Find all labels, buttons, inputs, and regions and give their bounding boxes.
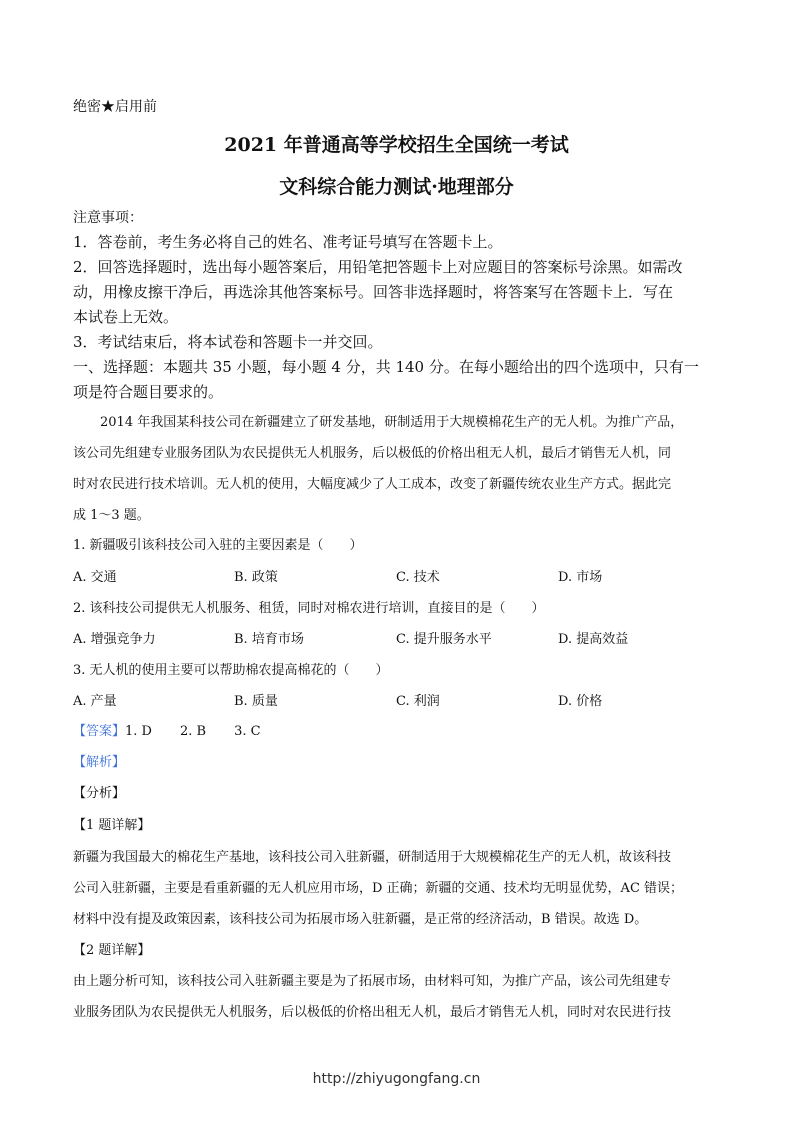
exam-subtitle: 文科综合能力测试·地理部分 (279, 176, 514, 198)
passage-line-3: 时对农民进行技术培训。无人机的使用，大幅度减少了人工成本，改变了新疆传统农业生产方式。据此完 (73, 477, 672, 492)
analysis-sub-heading: 【分析】 (73, 786, 126, 801)
answer-1: 1. D (125, 724, 152, 739)
section-heading-line-1: 一、选择题：本题共 35 小题，每小题 4 分，共 140 分。在每小题给出的四个选项中，只有一 (73, 358, 699, 376)
section-heading-line-2: 项是符合题目要求的。 (73, 383, 224, 401)
notice-item-1: 1．答卷前，考生务必将自己的姓名、准考证号填写在答题卡上。 (73, 233, 503, 251)
notice-heading: 注意事项： (73, 210, 143, 226)
question-2-option-d: D. 提高效益 (558, 632, 629, 647)
question-1-option-b: B. 政策 (234, 570, 278, 585)
answer-line (73, 720, 723, 739)
exam-title: 2021 年普通高等学校招生全国统一考试 (224, 134, 569, 156)
answer-tag: 【答案】 (73, 724, 126, 739)
question-3-option-a: A. 产量 (73, 694, 117, 709)
question-1-option-d: D. 市场 (558, 570, 603, 585)
secret-label: 绝密★启用前 (73, 99, 157, 115)
q2-detail-line-2: 业服务团队为农民提供无人机服务，后以极低的价格出租无人机，最后才销售无人机，同时对农民进行技 (73, 1005, 672, 1020)
question-3-option-d: D. 价格 (558, 694, 603, 709)
notice-item-2-line-3: 本试卷上无效。 (73, 308, 179, 326)
question-2-option-b: B. 培育市场 (234, 632, 304, 647)
passage-line-2: 该公司先组建专业服务团队为农民提供无人机服务，后以极低的价格出租无人机，最后才销售无人机，同 (73, 446, 672, 461)
question-1-option-c: C. 技术 (396, 570, 440, 585)
analysis-tag: 【解析】 (73, 755, 126, 770)
q2-detail-line-1: 由上题分析可知，该科技公司入驻新疆主要是为了拓展市场，由材料可知，为推广产品，该公司先组建专 (73, 974, 672, 989)
notice-item-2-line-1: 2．回答选择题时，选出每小题答案后，用铅笔把答题卡上对应题目的答案标号涂黑。如需改 (73, 258, 683, 276)
answer-3: 3. C (234, 724, 261, 739)
q1-detail-heading: 【1 题详解】 (73, 818, 151, 833)
q2-detail-heading: 【2 题详解】 (73, 943, 151, 958)
q1-detail-line-3: 材料中没有提及政策因素，该科技公司为拓展市场入驻新疆，是正常的经济活动，B 错误。故选 D。 (73, 912, 648, 927)
question-2-option-c: C. 提升服务水平 (396, 632, 492, 647)
question-1-option-a: A. 交通 (73, 570, 117, 585)
passage-line-1: 2014 年我国某科技公司在新疆建立了研发基地，研制适用于大规模棉花生产的无人机。为推广产品， (100, 415, 684, 430)
q1-detail-line-1: 新疆为我国最大的棉花生产基地，该科技公司入驻新疆，研制适用于大规模棉花生产的无人机，故该科技 (73, 850, 672, 865)
answer-2: 2. B (179, 724, 207, 739)
notice-item-2-line-2: 动，用橡皮擦干净后，再选涂其他答案标号。回答非选择题时，将答案写在答题卡上．写在 (73, 283, 674, 301)
question-3-option-c: C. 利润 (396, 694, 440, 709)
passage-line-4: 成 1～3 题。 (73, 508, 150, 523)
q1-detail-line-2: 公司入驻新疆，主要是看重新疆的无人机应用市场，D 正确；新疆的交通、技术均无明显优势，AC 错误； (73, 881, 684, 896)
question-3-option-b: B. 质量 (234, 694, 278, 709)
question-2-stem: 2. 该科技公司提供无人机服务、租赁，同时对棉农进行培训，直接目的是（ ） (73, 601, 545, 616)
footer-url: http://zhiyugongfang.cn (312, 1071, 481, 1087)
notice-item-3: 3．考试结束后，将本试卷和答题卡一并交回。 (73, 333, 383, 351)
question-3-stem: 3. 无人机的使用主要可以帮助棉农提高棉花的（ ） (73, 663, 389, 678)
question-1-stem: 1. 新疆吸引该科技公司入驻的主要因素是（ ） (73, 538, 363, 553)
question-2-option-a: A. 增强竞争力 (73, 632, 156, 647)
